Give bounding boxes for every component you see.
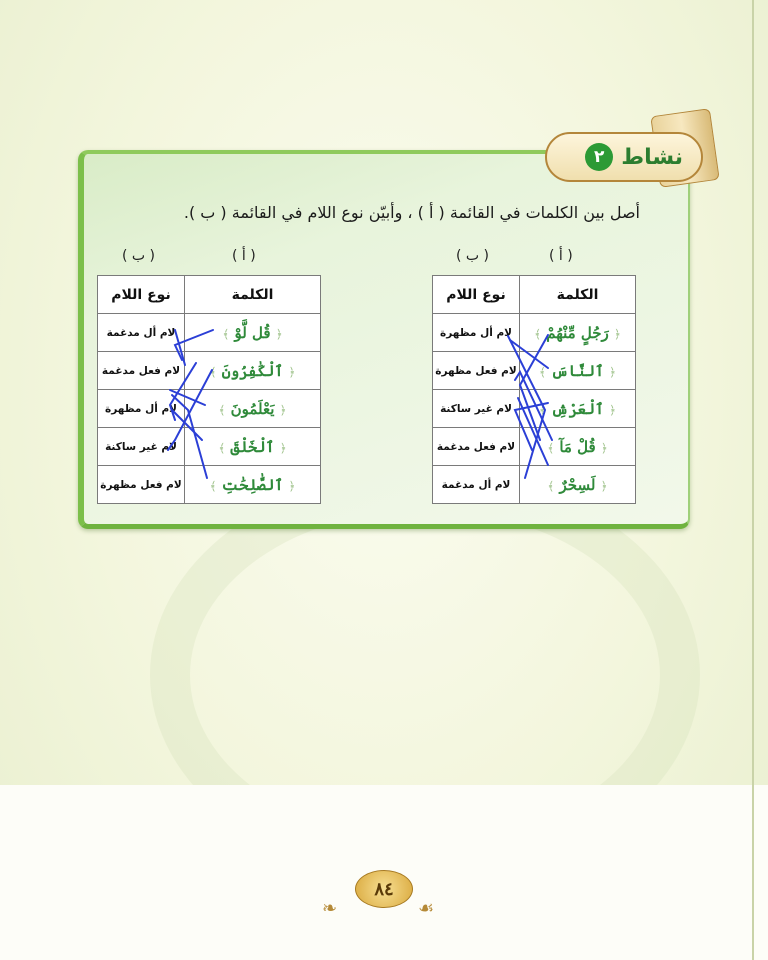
table-row: ﴿ يَعْلَمُونَ ﴾ لام أل مظهرة bbox=[98, 390, 321, 428]
quran-word[interactable]: يَعْلَمُونَ bbox=[230, 400, 275, 418]
page-ornament-right: ☙ bbox=[418, 898, 435, 919]
page-ornament-left: ❧ bbox=[322, 898, 338, 919]
lam-type[interactable]: لام أل مظهرة bbox=[98, 390, 185, 428]
lam-type[interactable]: لام فعل مدغمة bbox=[433, 428, 520, 466]
quran-word[interactable]: ٱلْخَلْقَ bbox=[230, 438, 275, 456]
page-number: ٨٤ bbox=[355, 870, 413, 908]
table-row: ﴿ ٱلْخَلْقَ ﴾ لام غير ساكنة bbox=[98, 428, 321, 466]
marker-a-left: ( أ ) bbox=[232, 248, 256, 264]
instruction-text: أصل بين الكلمات في القائمة ( أ ) ، وأبيّن نوع اللام في القائمة ( ب ). bbox=[183, 203, 640, 222]
activity-number: ٢ bbox=[585, 143, 613, 171]
quran-word[interactable]: ٱلنَّاسَ bbox=[551, 362, 604, 380]
lam-type[interactable]: لام فعل مظهرة bbox=[98, 466, 185, 504]
header-lam-type: نوع اللام bbox=[98, 276, 185, 314]
quran-word[interactable]: قُلْ مَآ bbox=[559, 438, 596, 456]
table-row: ﴿ ٱلصَّٰلِحَٰتِ ﴾ لام فعل مظهرة bbox=[98, 466, 321, 504]
header-word: الكلمة bbox=[520, 276, 636, 314]
match-line bbox=[175, 330, 213, 360]
header-lam-type: نوع اللام bbox=[433, 276, 520, 314]
header-word: الكلمة bbox=[185, 276, 321, 314]
lam-type[interactable]: لام أل مدغمة bbox=[433, 466, 520, 504]
table-row: ﴿ رَجُلٍ مِّنْهُمْ ﴾ لام أل مظهرة bbox=[433, 314, 636, 352]
table-row: ﴿ قُلْ مَآ ﴾ لام فعل مدغمة bbox=[433, 428, 636, 466]
quran-word[interactable]: قُل لَّوْ bbox=[234, 324, 271, 342]
table-row: ﴿ قُل لَّوْ ﴾ لام أل مدغمة bbox=[98, 314, 321, 352]
marker-b-left: ( ب ) bbox=[122, 248, 156, 264]
activity-label: نشاط bbox=[621, 144, 683, 170]
table-row: ﴿ ٱلنَّاسَ ﴾ لام فعل مظهرة bbox=[433, 352, 636, 390]
lam-type[interactable]: لام فعل مظهرة bbox=[433, 352, 520, 390]
lam-type[interactable]: لام فعل مدغمة bbox=[98, 352, 185, 390]
quran-word[interactable]: ٱلْعَرْشِ bbox=[551, 400, 604, 418]
lam-type[interactable]: لام أل مظهرة bbox=[433, 314, 520, 352]
marker-b-right: ( ب ) bbox=[456, 248, 490, 264]
quran-word[interactable]: لَسِحْرٌ bbox=[559, 476, 596, 494]
lam-type[interactable]: لام غير ساكنة bbox=[433, 390, 520, 428]
quran-word[interactable]: ٱلصَّٰلِحَٰتِ bbox=[221, 476, 284, 494]
marker-a-right: ( أ ) bbox=[549, 248, 573, 264]
table-row: ﴿ لَسِحْرٌ ﴾ لام أل مدغمة bbox=[433, 466, 636, 504]
table-row: ﴿ ٱلْكَٰفِرُونَ ﴾ لام فعل مدغمة bbox=[98, 352, 321, 390]
lam-type[interactable]: لام غير ساكنة bbox=[98, 428, 185, 466]
lam-type[interactable]: لام أل مدغمة bbox=[98, 314, 185, 352]
quran-word[interactable]: رَجُلٍ مِّنْهُمْ bbox=[546, 324, 609, 342]
match-line bbox=[168, 370, 212, 450]
quran-word[interactable]: ٱلْكَٰفِرُونَ bbox=[221, 362, 284, 380]
table-row: ﴿ ٱلْعَرْشِ ﴾ لام غير ساكنة bbox=[433, 390, 636, 428]
